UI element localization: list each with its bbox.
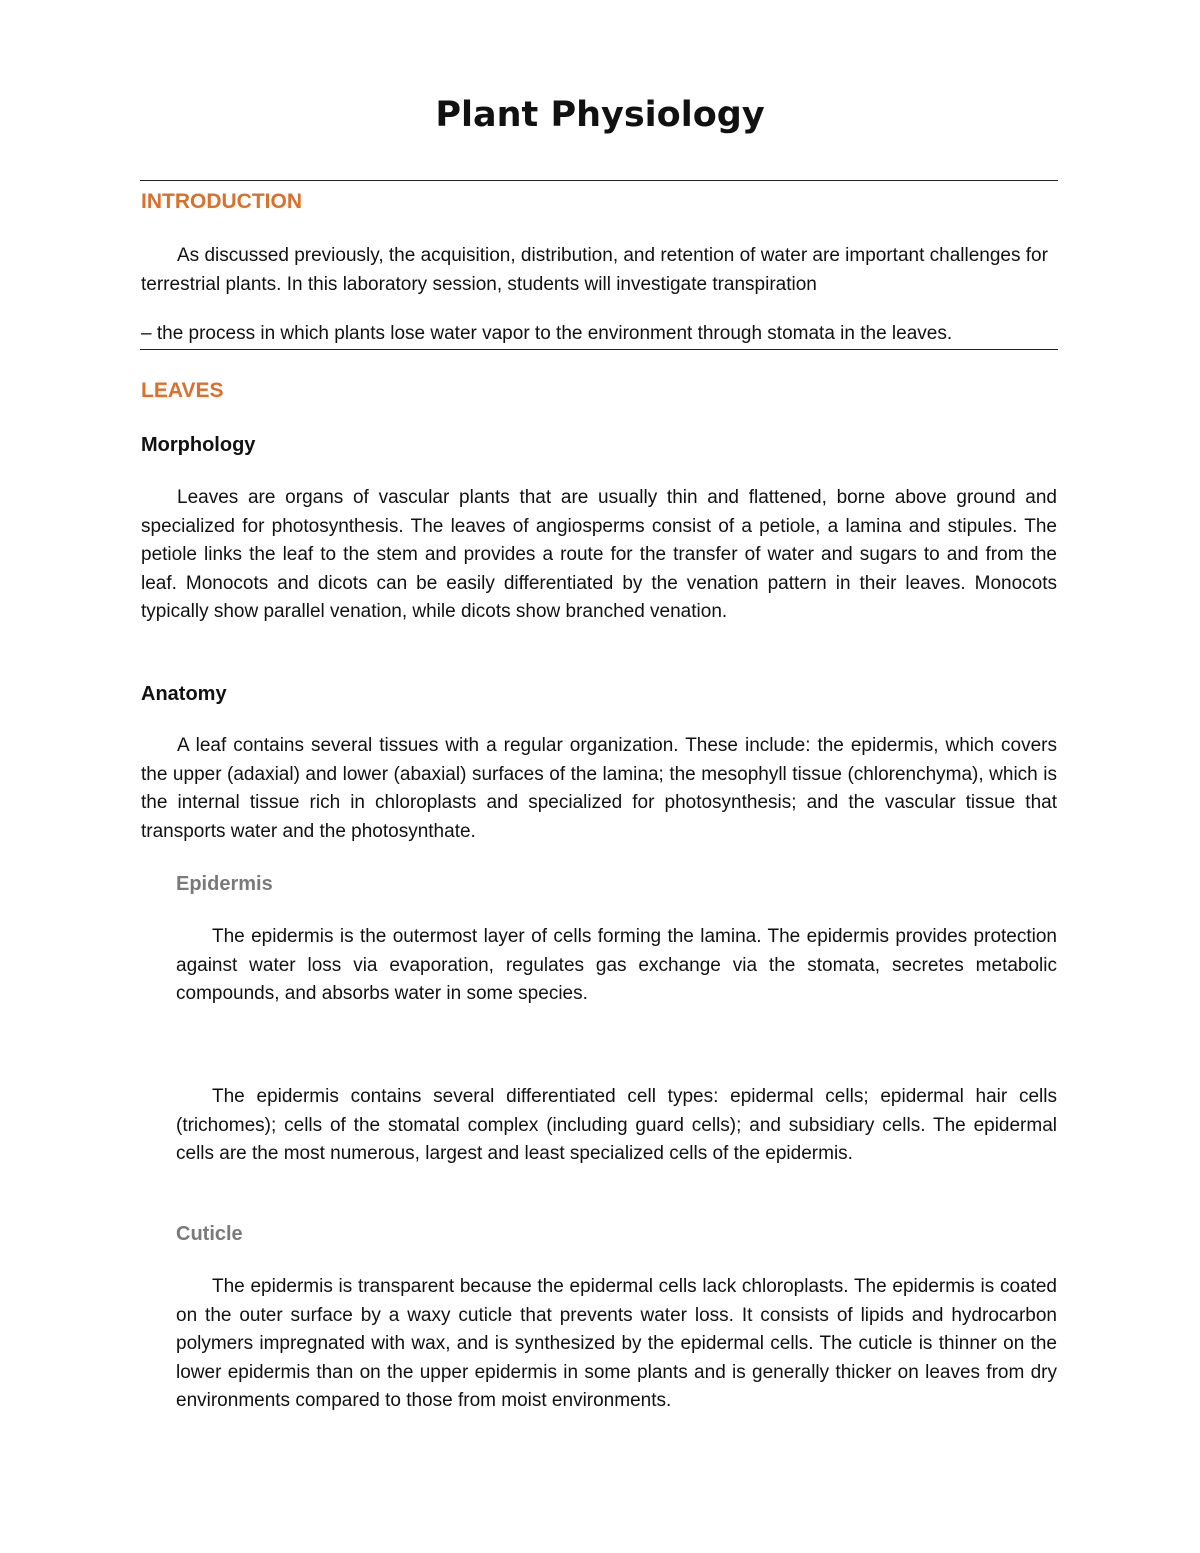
- epidermis-heading: Epidermis: [176, 873, 273, 895]
- introduction-paragraph: As discussed previously, the acquisition, distribution, and retention of water are important challenges for terrestrial plants. In this laboratory session, students will investigate transpiration: [141, 245, 1048, 295]
- anatomy-paragraph: A leaf contains several tissues with a regular organization. These include: the epidermis, which covers the upper (adaxial) and lower (abaxial) surfaces of the lamina; the mesophyll tissue (chlorenchyma), which is the internal tissue rich in chloroplasts and specialized for photosynthesis; and the vascular tissue that transports water and the photosynthate.: [141, 735, 1057, 842]
- cuticle-paragraph: The epidermis is transparent because the epidermal cells lack chloroplasts. The epidermis is coated on the outer surface by a waxy cuticle that prevents water loss. It consists of lipids and hydrocarbon polymers impregnated with wax, and is synthesized by the epidermal cells. The cuticle is thinner on the lower epidermis than on the upper epidermis in some plants and is generally thicker on leaves from dry environments compared to those from moist environments.: [176, 1276, 1057, 1411]
- morphology-heading: Morphology: [141, 434, 256, 456]
- document-title: Plant Physiology: [435, 95, 765, 135]
- introduction-continuation: – the process in which plants lose water vapor to the environment through stomata in the leaves.: [141, 323, 953, 344]
- cuticle-heading: Cuticle: [176, 1223, 243, 1245]
- top-divider: [140, 180, 1058, 181]
- epidermis-paragraph-2: The epidermis contains several differentiated cell types: epidermal cells; epidermal hair cells (trichomes); cells of the stomatal complex (including guard cells); and subsidiary cells. The epidermal cells are the most numerous, largest and least specialized cells of the epidermis.: [176, 1086, 1057, 1164]
- leaves-heading: LEAVES: [141, 379, 224, 402]
- introduction-bottom-divider: [140, 349, 1058, 350]
- anatomy-heading: Anatomy: [141, 683, 227, 705]
- morphology-paragraph: Leaves are organs of vascular plants that are usually thin and flattened, borne above ground and specialized for photosynthesis. The leaves of angiosperms consist of a petiole, a lamina and stipules. The petiole links the leaf to the stem and provides a route for the transfer of water and sugars to and from the leaf. Monocots and dicots can be easily differentiated by the venation pattern in their leaves. Monocots typically show parallel venation, while dicots show branched venation.: [141, 487, 1057, 622]
- epidermis-paragraph-1: The epidermis is the outermost layer of cells forming the lamina. The epidermis provides protection against water loss via evaporation, regulates gas exchange via the stomata, secretes metabolic compounds, and absorbs water in some species.: [176, 926, 1057, 1004]
- introduction-heading: INTRODUCTION: [141, 190, 302, 213]
